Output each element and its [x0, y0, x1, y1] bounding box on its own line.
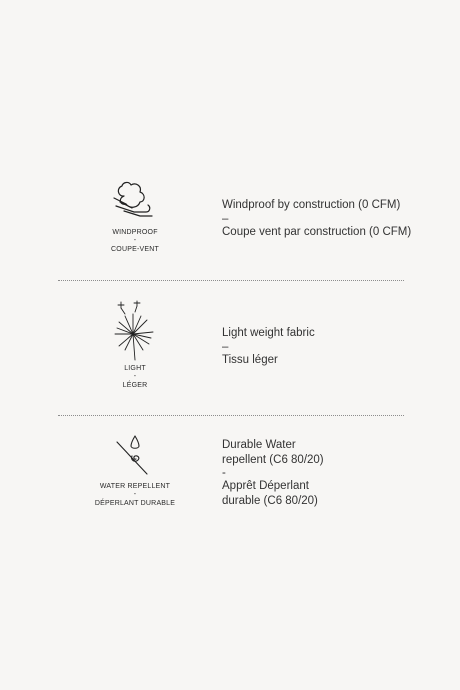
feature-text-fr: Coupe vent par construction (0 CFM) [222, 225, 412, 238]
feature-text-en-line-1: Durable Water [222, 439, 296, 451]
section-divider [58, 415, 404, 416]
feature-description [222, 326, 422, 367]
feature-text-fr-line-1: Apprêt Déperlant [222, 480, 309, 492]
feature-caption-bottom: DÉPERLANT DURABLE [94, 500, 176, 507]
feature-text-separator: – [222, 340, 229, 353]
feature-caption-separator: - [133, 373, 137, 380]
feature-caption-bottom: COUPE-VENT [111, 246, 159, 253]
feature-icon-block [80, 300, 190, 390]
feature-description [222, 438, 422, 508]
feature-text-en: Light weight fabric [222, 327, 315, 339]
feature-description [222, 198, 422, 239]
feature-icon-block [80, 178, 190, 254]
feature-text-en: Windproof by construction (0 CFM) [222, 199, 401, 211]
feature-text-fr-line-2: durable (C6 80/20) [222, 494, 318, 507]
feature-text-separator: - [222, 467, 226, 479]
feature-text-en-line-2: repellent (C6 80/20) [222, 453, 324, 466]
water-drop-icon [113, 432, 157, 476]
feature-caption-top: WATER REPELLENT [99, 483, 171, 490]
dandelion-icon [113, 300, 157, 362]
feature-caption-bottom: LÉGER [122, 382, 148, 389]
feature-text-fr: Tissu léger [222, 353, 278, 366]
feature-caption-top: WINDPROOF [112, 229, 158, 236]
feature-icon-block [80, 432, 190, 508]
wind-icon [112, 178, 158, 220]
feature-caption-top: LIGHT [124, 365, 146, 372]
feature-caption-separator: - [133, 237, 137, 244]
feature-caption-separator: - [133, 491, 137, 498]
feature-text-separator: – [222, 212, 229, 225]
section-divider [58, 280, 404, 281]
